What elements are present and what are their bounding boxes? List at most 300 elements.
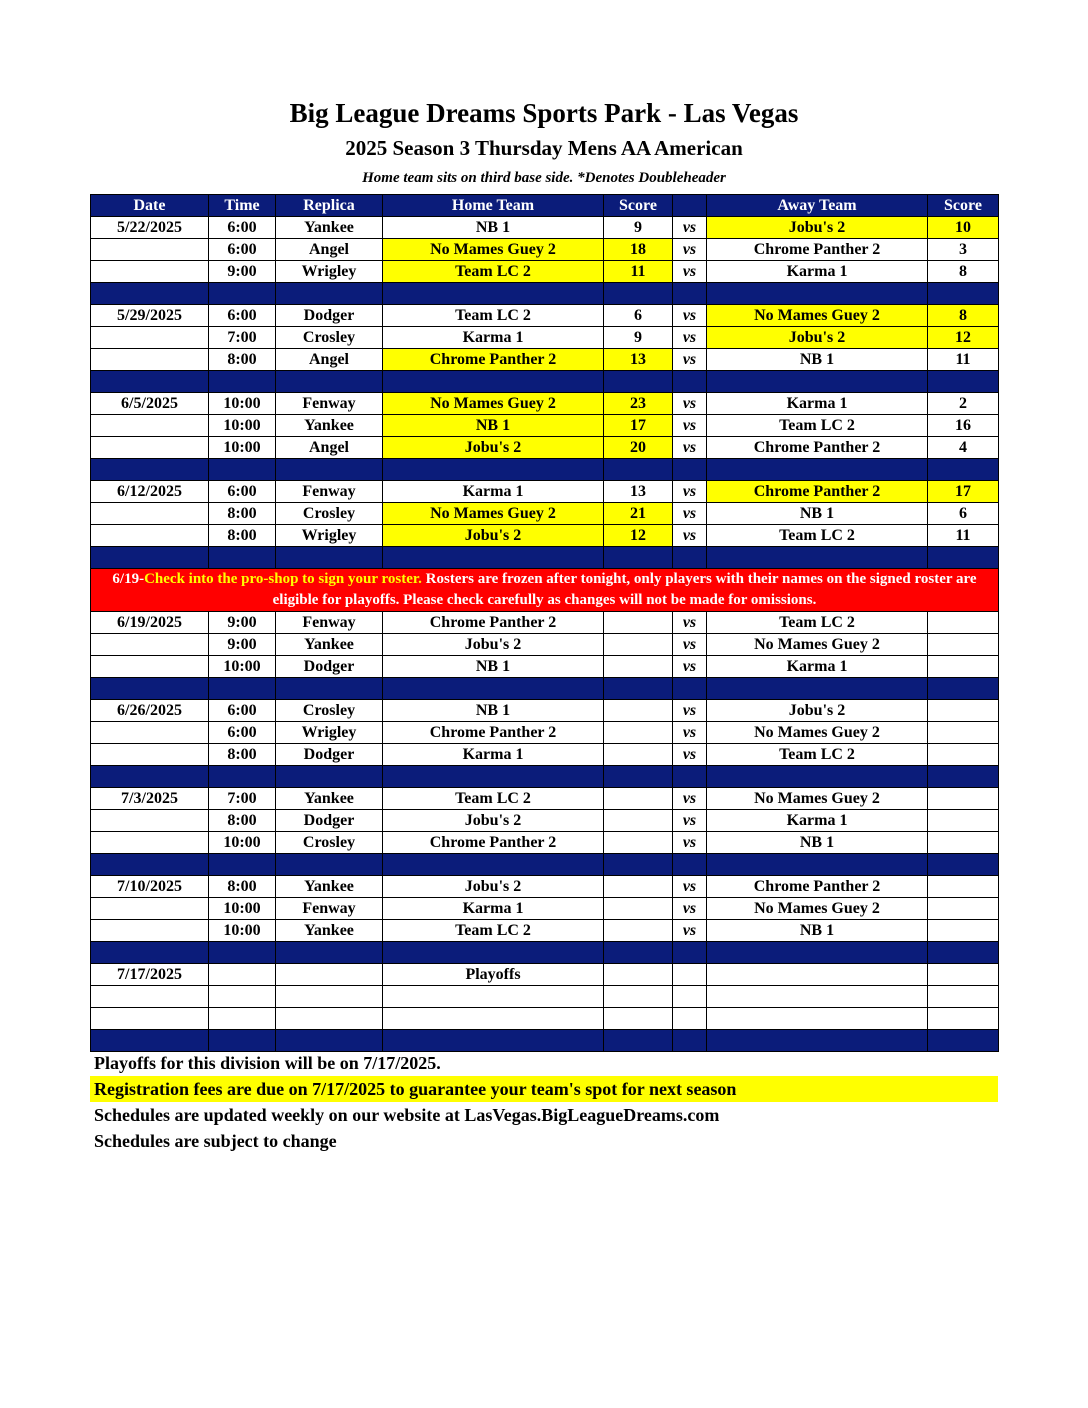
time-cell: 6:00: [209, 239, 276, 261]
away-team-cell: Chrome Panther 2: [707, 437, 928, 459]
away-score-cell: 12: [928, 327, 999, 349]
home-score-cell: 20: [604, 437, 673, 459]
separator-cell: [604, 942, 673, 964]
separator-cell: [604, 459, 673, 481]
separator-cell: [91, 283, 209, 305]
home-score-cell: [604, 788, 673, 810]
replica-cell: Wrigley: [276, 261, 383, 283]
separator-cell: [91, 459, 209, 481]
separator-cell: [604, 283, 673, 305]
schedule-note: Home team sits on third base side. *Denotes Doubleheader: [362, 170, 726, 186]
table-row: [91, 744, 999, 766]
home-team-cell: Chrome Panther 2: [383, 349, 604, 371]
away-team-cell: NB 1: [707, 503, 928, 525]
vs-cell: vs: [673, 744, 707, 766]
date-cell: [91, 832, 209, 854]
time-cell: 8:00: [209, 503, 276, 525]
separator-cell: [91, 1030, 209, 1052]
home-team-cell: Karma 1: [383, 481, 604, 503]
page-subtitle: 2025 Season 3 Thursday Mens AA American: [345, 136, 743, 160]
vs-cell: vs: [673, 832, 707, 854]
separator-cell: [707, 547, 928, 569]
away-score-cell: [928, 722, 999, 744]
replica-cell: Dodger: [276, 810, 383, 832]
table-row: [91, 261, 999, 283]
away-score-cell: [928, 1008, 999, 1030]
away-team-cell: Karma 1: [707, 656, 928, 678]
separator-cell: [383, 547, 604, 569]
separator-cell: [209, 942, 276, 964]
vs-cell: vs: [673, 305, 707, 327]
table-row: [91, 217, 999, 239]
separator-cell: [707, 854, 928, 876]
table-row: [91, 612, 999, 634]
table-row: [91, 832, 999, 854]
time-cell: 8:00: [209, 349, 276, 371]
date-cell: 5/29/2025: [91, 305, 209, 327]
home-team-cell: Team LC 2: [383, 261, 604, 283]
date-cell: [91, 261, 209, 283]
roster-notice: [91, 569, 999, 612]
home-team-cell: [383, 986, 604, 1008]
away-score-cell: 3: [928, 239, 999, 261]
vs-cell: vs: [673, 415, 707, 437]
away-team-cell: NB 1: [707, 349, 928, 371]
date-cell: 7/3/2025: [91, 788, 209, 810]
separator-cell: [928, 547, 999, 569]
date-cell: [91, 1008, 209, 1030]
time-cell: 10:00: [209, 898, 276, 920]
home-team-cell: Chrome Panther 2: [383, 612, 604, 634]
time-cell: 10:00: [209, 393, 276, 415]
page-title: Big League Dreams Sports Park - Las Vegas: [289, 98, 799, 128]
time-cell: 6:00: [209, 481, 276, 503]
date-cell: [91, 437, 209, 459]
away-team-cell: No Mames Guey 2: [707, 722, 928, 744]
vs-cell: [673, 986, 707, 1008]
replica-cell: [276, 986, 383, 1008]
separator-cell: [209, 547, 276, 569]
notice-highlight: Check into the pro-shop to sign your roster.: [144, 571, 422, 587]
replica-cell: Dodger: [276, 656, 383, 678]
home-score-cell: [604, 986, 673, 1008]
date-cell: [91, 415, 209, 437]
vs-cell: [673, 964, 707, 986]
home-team-cell: Team LC 2: [383, 305, 604, 327]
date-cell: 7/10/2025: [91, 876, 209, 898]
separator-cell: [383, 678, 604, 700]
away-score-cell: 16: [928, 415, 999, 437]
away-score-cell: [928, 612, 999, 634]
time-cell: 10:00: [209, 920, 276, 942]
column-header-vs: [673, 195, 707, 217]
roster-notice-row: [91, 569, 999, 612]
table-row: [91, 810, 999, 832]
away-team-cell: Jobu's 2: [707, 700, 928, 722]
table-row: [91, 327, 999, 349]
table-header-row: [91, 195, 999, 217]
separator-cell: [209, 1030, 276, 1052]
separator-cell: [91, 371, 209, 393]
column-header-date: Date: [91, 195, 209, 217]
vs-cell: vs: [673, 261, 707, 283]
column-header-time: Time: [209, 195, 276, 217]
away-team-cell: Chrome Panther 2: [707, 876, 928, 898]
away-team-cell: NB 1: [707, 920, 928, 942]
separator-cell: [673, 371, 707, 393]
date-cell: 5/22/2025: [91, 217, 209, 239]
away-score-cell: [928, 700, 999, 722]
week-separator-row: [91, 547, 999, 569]
date-cell: [91, 239, 209, 261]
away-team-cell: NB 1: [707, 832, 928, 854]
time-cell: 8:00: [209, 810, 276, 832]
separator-cell: [707, 283, 928, 305]
separator-cell: [276, 459, 383, 481]
replica-cell: Yankee: [276, 788, 383, 810]
separator-cell: [383, 942, 604, 964]
separator-cell: [276, 766, 383, 788]
away-score-cell: 6: [928, 503, 999, 525]
separator-cell: [91, 942, 209, 964]
home-score-cell: [604, 1008, 673, 1030]
away-score-cell: [928, 656, 999, 678]
home-team-cell: Jobu's 2: [383, 634, 604, 656]
time-cell: 6:00: [209, 700, 276, 722]
home-team-cell: NB 1: [383, 415, 604, 437]
vs-cell: vs: [673, 810, 707, 832]
date-cell: [91, 656, 209, 678]
away-score-cell: [928, 920, 999, 942]
table-row: [91, 437, 999, 459]
footer-playoffs-note: Playoffs for this division will be on 7/17/2025.: [94, 1053, 441, 1073]
away-score-cell: [928, 810, 999, 832]
separator-cell: [707, 766, 928, 788]
away-score-cell: 8: [928, 261, 999, 283]
home-team-cell: Jobu's 2: [383, 437, 604, 459]
table-row: [91, 415, 999, 437]
separator-cell: [209, 854, 276, 876]
vs-cell: [673, 1008, 707, 1030]
replica-cell: [276, 1008, 383, 1030]
separator-cell: [276, 547, 383, 569]
notice-text: Rosters are frozen after tonight, only players with their names on the signed roster are eligible for playoffs. Please check carefully as changes will not be made for omissions.: [272, 571, 977, 608]
separator-cell: [383, 766, 604, 788]
replica-cell: Yankee: [276, 876, 383, 898]
separator-cell: [383, 459, 604, 481]
away-team-cell: Team LC 2: [707, 415, 928, 437]
column-header-home-team: Home Team: [383, 195, 604, 217]
separator-cell: [928, 678, 999, 700]
home-team-cell: Playoffs: [383, 964, 604, 986]
separator-cell: [707, 1030, 928, 1052]
home-team-cell: NB 1: [383, 656, 604, 678]
time-cell: [209, 964, 276, 986]
away-team-cell: Team LC 2: [707, 525, 928, 547]
away-team-cell: [707, 986, 928, 1008]
separator-cell: [673, 1030, 707, 1052]
separator-cell: [673, 547, 707, 569]
table-row: [91, 393, 999, 415]
replica-cell: Crosley: [276, 327, 383, 349]
table-row: [91, 898, 999, 920]
separator-cell: [707, 371, 928, 393]
away-team-cell: No Mames Guey 2: [707, 788, 928, 810]
home-score-cell: 11: [604, 261, 673, 283]
away-score-cell: 4: [928, 437, 999, 459]
time-cell: [209, 986, 276, 1008]
away-team-cell: Jobu's 2: [707, 327, 928, 349]
table-row: [91, 634, 999, 656]
separator-cell: [604, 678, 673, 700]
home-score-cell: 21: [604, 503, 673, 525]
home-team-cell: Karma 1: [383, 744, 604, 766]
separator-cell: [209, 283, 276, 305]
away-score-cell: 10: [928, 217, 999, 239]
schedule-table: [90, 194, 999, 1052]
separator-cell: [673, 854, 707, 876]
home-score-cell: 6: [604, 305, 673, 327]
week-separator-row: [91, 766, 999, 788]
date-cell: 6/5/2025: [91, 393, 209, 415]
away-score-cell: 2: [928, 393, 999, 415]
week-separator-row: [91, 678, 999, 700]
vs-cell: vs: [673, 700, 707, 722]
home-team-cell: No Mames Guey 2: [383, 503, 604, 525]
separator-cell: [209, 371, 276, 393]
vs-cell: vs: [673, 481, 707, 503]
home-team-cell: NB 1: [383, 700, 604, 722]
home-score-cell: [604, 876, 673, 898]
home-score-cell: 12: [604, 525, 673, 547]
time-cell: [209, 1008, 276, 1030]
replica-cell: Fenway: [276, 898, 383, 920]
home-score-cell: 13: [604, 481, 673, 503]
separator-cell: [276, 1030, 383, 1052]
replica-cell: Angel: [276, 349, 383, 371]
away-score-cell: [928, 788, 999, 810]
away-team-cell: No Mames Guey 2: [707, 634, 928, 656]
home-score-cell: [604, 612, 673, 634]
home-team-cell: No Mames Guey 2: [383, 239, 604, 261]
separator-cell: [209, 678, 276, 700]
table-row: [91, 349, 999, 371]
separator-cell: [91, 766, 209, 788]
separator-cell: [928, 766, 999, 788]
vs-cell: vs: [673, 393, 707, 415]
separator-cell: [707, 678, 928, 700]
table-row: [91, 481, 999, 503]
column-header-away-score: Score: [928, 195, 999, 217]
replica-cell: Crosley: [276, 832, 383, 854]
date-cell: 6/19/2025: [91, 612, 209, 634]
home-team-cell: Chrome Panther 2: [383, 832, 604, 854]
home-score-cell: [604, 656, 673, 678]
date-cell: [91, 744, 209, 766]
away-team-cell: [707, 964, 928, 986]
separator-cell: [383, 1030, 604, 1052]
vs-cell: vs: [673, 920, 707, 942]
column-header-away-team: Away Team: [707, 195, 928, 217]
replica-cell: Fenway: [276, 393, 383, 415]
time-cell: 9:00: [209, 634, 276, 656]
table-row: [91, 920, 999, 942]
table-row: [91, 722, 999, 744]
notice-date: 6/19-: [112, 571, 145, 587]
away-team-cell: No Mames Guey 2: [707, 305, 928, 327]
vs-cell: vs: [673, 788, 707, 810]
separator-cell: [383, 283, 604, 305]
home-score-cell: [604, 832, 673, 854]
away-team-cell: [707, 1008, 928, 1030]
separator-cell: [673, 766, 707, 788]
separator-cell: [928, 459, 999, 481]
date-cell: [91, 327, 209, 349]
away-team-cell: Karma 1: [707, 261, 928, 283]
away-team-cell: Karma 1: [707, 810, 928, 832]
table-row: [91, 964, 999, 986]
time-cell: 6:00: [209, 305, 276, 327]
vs-cell: vs: [673, 525, 707, 547]
date-cell: 6/26/2025: [91, 700, 209, 722]
time-cell: 9:00: [209, 261, 276, 283]
week-separator-row: [91, 283, 999, 305]
replica-cell: [276, 964, 383, 986]
footer-website-note: Schedules are updated weekly on our website at LasVegas.BigLeagueDreams.com: [94, 1105, 720, 1125]
away-team-cell: Karma 1: [707, 393, 928, 415]
time-cell: 9:00: [209, 612, 276, 634]
away-score-cell: [928, 634, 999, 656]
away-score-cell: [928, 876, 999, 898]
separator-cell: [91, 547, 209, 569]
separator-cell: [707, 459, 928, 481]
replica-cell: Crosley: [276, 700, 383, 722]
separator-cell: [604, 766, 673, 788]
date-cell: [91, 503, 209, 525]
time-cell: 8:00: [209, 744, 276, 766]
away-score-cell: 11: [928, 525, 999, 547]
separator-cell: [928, 1030, 999, 1052]
date-cell: [91, 634, 209, 656]
column-header-home-score: Score: [604, 195, 673, 217]
separator-cell: [91, 678, 209, 700]
table-row: [91, 525, 999, 547]
home-score-cell: 9: [604, 327, 673, 349]
replica-cell: Yankee: [276, 415, 383, 437]
separator-cell: [673, 678, 707, 700]
home-team-cell: Jobu's 2: [383, 876, 604, 898]
vs-cell: vs: [673, 503, 707, 525]
replica-cell: Dodger: [276, 305, 383, 327]
home-team-cell: Jobu's 2: [383, 810, 604, 832]
vs-cell: vs: [673, 722, 707, 744]
week-separator-row: [91, 1030, 999, 1052]
date-cell: [91, 810, 209, 832]
week-separator-row: [91, 942, 999, 964]
vs-cell: vs: [673, 327, 707, 349]
vs-cell: vs: [673, 349, 707, 371]
home-team-cell: [383, 1008, 604, 1030]
replica-cell: Yankee: [276, 217, 383, 239]
table-row: [91, 305, 999, 327]
home-score-cell: [604, 898, 673, 920]
replica-cell: Wrigley: [276, 722, 383, 744]
replica-cell: Fenway: [276, 481, 383, 503]
home-score-cell: [604, 634, 673, 656]
separator-cell: [276, 942, 383, 964]
away-score-cell: 8: [928, 305, 999, 327]
home-score-cell: 17: [604, 415, 673, 437]
away-team-cell: Team LC 2: [707, 612, 928, 634]
away-score-cell: [928, 986, 999, 1008]
date-cell: 6/12/2025: [91, 481, 209, 503]
time-cell: 8:00: [209, 525, 276, 547]
separator-cell: [928, 854, 999, 876]
separator-cell: [604, 854, 673, 876]
replica-cell: Yankee: [276, 634, 383, 656]
separator-cell: [928, 371, 999, 393]
home-team-cell: Chrome Panther 2: [383, 722, 604, 744]
table-row: [91, 986, 999, 1008]
away-score-cell: [928, 832, 999, 854]
time-cell: 10:00: [209, 415, 276, 437]
away-team-cell: Team LC 2: [707, 744, 928, 766]
footer-change-note: Schedules are subject to change: [94, 1131, 337, 1151]
date-cell: 7/17/2025: [91, 964, 209, 986]
time-cell: 10:00: [209, 832, 276, 854]
replica-cell: Angel: [276, 437, 383, 459]
schedule-body: [91, 217, 999, 1052]
vs-cell: vs: [673, 239, 707, 261]
time-cell: 8:00: [209, 876, 276, 898]
time-cell: 6:00: [209, 722, 276, 744]
vs-cell: vs: [673, 437, 707, 459]
home-team-cell: No Mames Guey 2: [383, 393, 604, 415]
footer-registration-note: Registration fees are due on 7/17/2025 to guarantee your team's spot for next season: [90, 1076, 998, 1102]
separator-cell: [928, 283, 999, 305]
vs-cell: vs: [673, 876, 707, 898]
table-row: [91, 1008, 999, 1030]
home-team-cell: Team LC 2: [383, 920, 604, 942]
home-score-cell: [604, 744, 673, 766]
table-row: [91, 656, 999, 678]
replica-cell: Yankee: [276, 920, 383, 942]
date-cell: [91, 920, 209, 942]
away-team-cell: Chrome Panther 2: [707, 481, 928, 503]
home-score-cell: [604, 810, 673, 832]
replica-cell: Crosley: [276, 503, 383, 525]
separator-cell: [209, 459, 276, 481]
separator-cell: [276, 283, 383, 305]
home-team-cell: Karma 1: [383, 327, 604, 349]
away-team-cell: No Mames Guey 2: [707, 898, 928, 920]
column-header-replica: Replica: [276, 195, 383, 217]
week-separator-row: [91, 854, 999, 876]
separator-cell: [604, 371, 673, 393]
separator-cell: [707, 942, 928, 964]
vs-cell: vs: [673, 898, 707, 920]
away-score-cell: [928, 744, 999, 766]
separator-cell: [276, 371, 383, 393]
time-cell: 10:00: [209, 437, 276, 459]
home-score-cell: [604, 722, 673, 744]
separator-cell: [604, 1030, 673, 1052]
vs-cell: vs: [673, 634, 707, 656]
replica-cell: Fenway: [276, 612, 383, 634]
separator-cell: [673, 459, 707, 481]
home-score-cell: [604, 964, 673, 986]
date-cell: [91, 525, 209, 547]
